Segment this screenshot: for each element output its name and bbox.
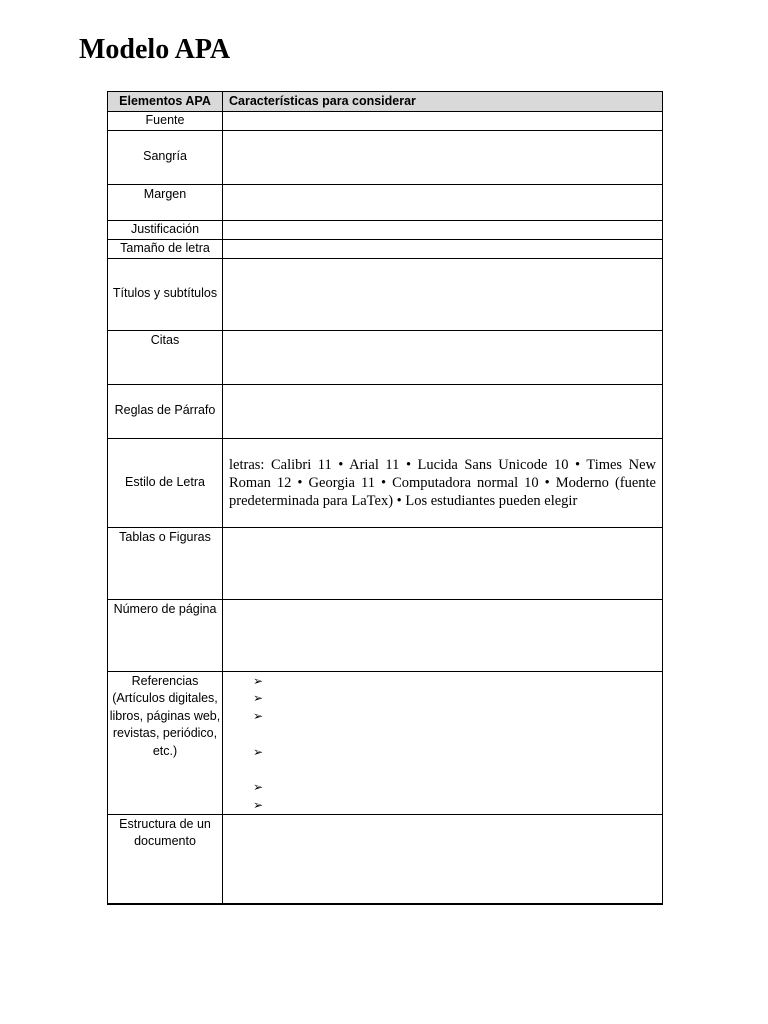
table-row <box>108 130 663 184</box>
table-row <box>108 384 663 438</box>
row-label-justificacion: Justificación <box>108 220 223 239</box>
table-row <box>108 527 663 599</box>
row-label-tablas-o-figuras: Tablas o Figuras <box>108 527 223 599</box>
arrow-bullet-icon: ➢ <box>253 744 264 759</box>
row-label-margen: Margen <box>108 184 223 220</box>
table-row <box>108 599 663 671</box>
row-label-referencias: Referencias (Artículos digitales, libros, páginas web, revistas, periódico, etc.) <box>108 671 223 814</box>
table-row <box>108 671 663 814</box>
row-label-titulos: Títulos y subtítulos <box>108 258 223 330</box>
table-row <box>108 239 663 258</box>
row-value-titulos <box>223 258 663 330</box>
row-value-referencias <box>223 671 663 814</box>
apa-table <box>107 91 663 905</box>
table-row <box>108 814 663 904</box>
row-label-estilo-de-letra: Estilo de Letra <box>108 438 223 527</box>
row-value-reglas-de-parrafo <box>223 384 663 438</box>
row-value-numero-de-pagina <box>223 599 663 671</box>
table-row <box>108 438 663 527</box>
arrow-bullet-icon: ➢ <box>253 797 264 812</box>
row-value-sangria <box>223 130 663 184</box>
table-row <box>108 330 663 384</box>
row-label-estructura: Estructura de un documento <box>108 814 223 904</box>
row-value-tamano-de-letra <box>223 239 663 258</box>
table-row <box>108 184 663 220</box>
row-value-estructura <box>223 814 663 904</box>
column-header-caracteristicas: Características para considerar <box>223 92 663 112</box>
row-value-fuente <box>223 112 663 131</box>
column-header-elementos: Elementos APA <box>108 92 223 112</box>
row-label-numero-de-pagina: Número de página <box>108 599 223 671</box>
row-value-justificacion <box>223 220 663 239</box>
table-row <box>108 112 663 131</box>
estilo-de-letra-text: letras: Calibri 11 • Arial 11 • Lucida Sans Unicode 10 • Times New Roman 12 • Georgia 11 • Computadora normal 10 • Moderno (fuente predeterminada para LaTex) • Los estudiantes pueden elegir <box>229 456 656 509</box>
referencias-bullet-list <box>223 672 662 812</box>
arrow-bullet-icon: ➢ <box>253 673 264 688</box>
row-label-tamano-de-letra: Tamaño de letra <box>108 239 223 258</box>
row-label-fuente: Fuente <box>108 112 223 131</box>
row-value-citas <box>223 330 663 384</box>
table-row <box>108 258 663 330</box>
row-value-estilo-de-letra <box>223 438 663 527</box>
arrow-bullet-icon: ➢ <box>253 708 264 723</box>
row-label-citas: Citas <box>108 330 223 384</box>
arrow-bullet-icon: ➢ <box>253 690 264 705</box>
table-row <box>108 220 663 239</box>
table-header-row <box>108 92 663 112</box>
page-title: Modelo APA <box>79 34 231 65</box>
arrow-bullet-icon: ➢ <box>253 779 264 794</box>
row-value-margen <box>223 184 663 220</box>
row-value-tablas-o-figuras <box>223 527 663 599</box>
row-label-sangria: Sangría <box>108 130 223 184</box>
row-label-reglas-de-parrafo: Reglas de Párrafo <box>108 384 223 438</box>
